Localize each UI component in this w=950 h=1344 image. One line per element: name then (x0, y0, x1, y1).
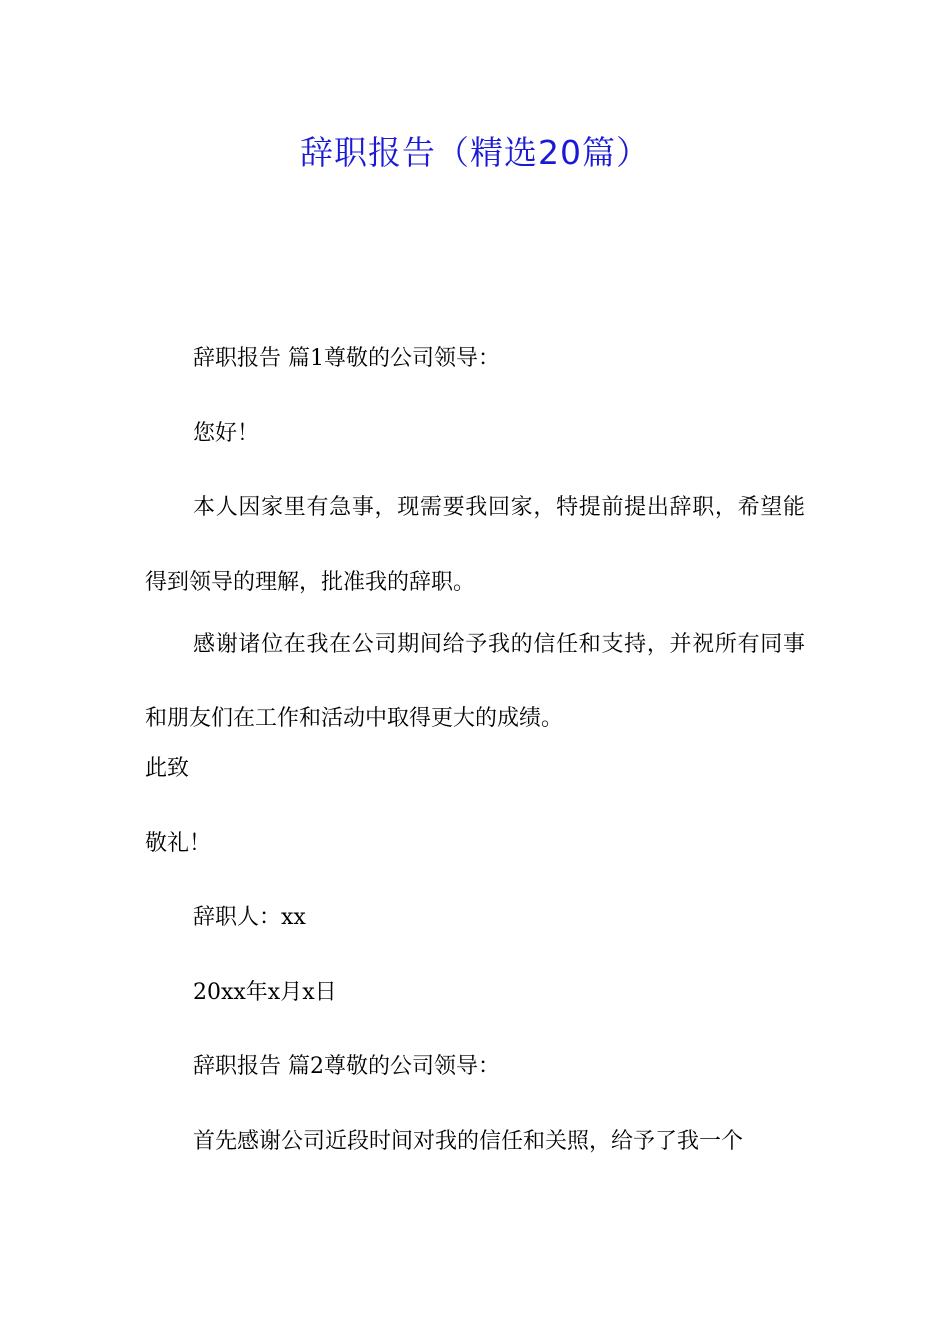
date-line: 20xx年x月x日 (193, 979, 337, 1005)
signature: 辞职人：xx (193, 905, 306, 930)
section-heading-1: 辞职报告 篇1尊敬的公司领导： (193, 346, 500, 371)
document-body (145, 334, 805, 1191)
closing-line: 此致 (145, 756, 190, 781)
closing-salutation: 敬礼！ (145, 830, 212, 856)
body-paragraph: 感谢诸位在我在公司期间给予我的信任和支持，并祝所有同事和朋友们在工作和活动中取得更大的成绩。 (145, 631, 805, 731)
document-title: 辞职报告（精选20篇） (300, 133, 650, 172)
body-paragraph: 本人因家里有急事，现需要我回家，特提前提出辞职，希望能得到领导的理解，批准我的辞职。 (145, 495, 805, 595)
section-heading-2: 辞职报告 篇2尊敬的公司领导： (193, 1054, 500, 1079)
greeting: 您好！ (193, 420, 260, 446)
body-paragraph: 首先感谢公司近段时间对我的信任和关照，给予了我一个 (193, 1128, 744, 1154)
